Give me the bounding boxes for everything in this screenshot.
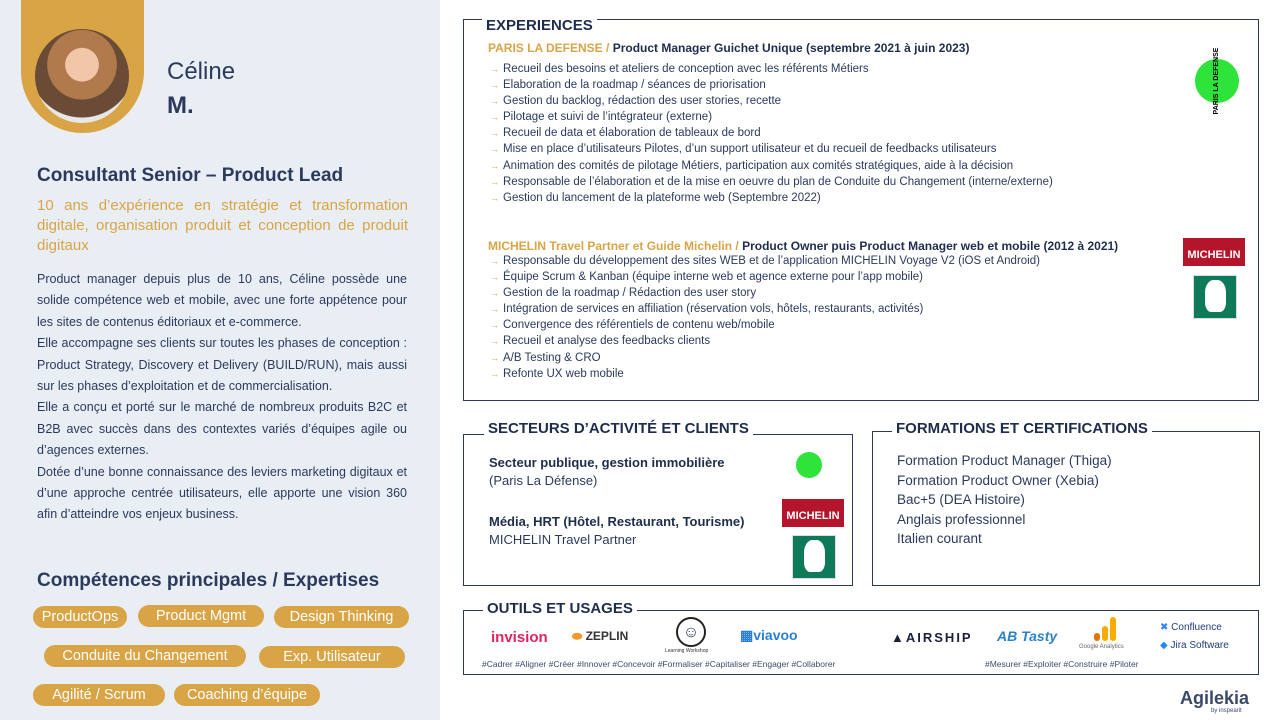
- formation-item: Italien courant: [897, 531, 982, 546]
- airship-logo: ▲AIRSHIP: [891, 630, 973, 645]
- bio-paragraph: Elle a conçu et porté sur le marché de nombreux produits B2C et B2B avec succès dans des contextes variés d’équipes agile ou d’agences externes.: [37, 400, 407, 458]
- sector-client: (Paris La Défense): [489, 473, 598, 488]
- tools-title: OUTILS ET USAGES: [483, 600, 637, 617]
- agilekia-sub: by inspearit: [1211, 708, 1242, 714]
- skill-pill: Design Thinking: [274, 606, 409, 628]
- formation-item: Anglais professionnel: [897, 512, 1026, 527]
- experiences-title: EXPERIENCES: [482, 17, 597, 34]
- role-title: Consultant Senior – Product Lead: [37, 165, 344, 186]
- skill-pill: Exp. Utilisateur: [259, 646, 405, 668]
- bio: [37, 269, 407, 526]
- bibendum-icon: [792, 535, 836, 579]
- job-position: Product Owner puis Product Manager web et mobile (2012 à 2021): [742, 239, 1119, 253]
- list-item: → Elaboration de la roadmap / séances de priorisation: [490, 77, 1053, 93]
- list-item: → A/B Testing & CRO: [490, 350, 1040, 366]
- paris-la-defense-logo: [796, 452, 822, 478]
- job-heading: [488, 239, 1118, 253]
- sector-client: MICHELIN Travel Partner: [489, 532, 637, 547]
- tagline: 10 ans d’expérience en stratégie et transformation digitale, organisation produit et conception de produit digitaux: [37, 197, 408, 254]
- profile-panel: [0, 0, 440, 720]
- list-item: → Convergence des référentiels de contenu web/mobile: [490, 317, 1040, 333]
- jira-logo: ◆ Jira Software: [1160, 640, 1229, 651]
- job-org: MICHELIN Travel Partner et Guide Michelin /: [488, 239, 739, 253]
- list-item: → Intégration de services en affiliation (réservation vols, hôtels, restaurants, activités): [490, 301, 1040, 317]
- bio-paragraph: Elle accompagne ses clients sur toutes les phases de conception : Product Strategy, Discovery et Delivery (BUILD/RUN), mais aussi sur les phases d’exploitation et de commercialisation.: [37, 336, 407, 394]
- michelin-logo: MICHELIN: [782, 499, 844, 527]
- skill-pill: Product Mgmt: [138, 605, 264, 627]
- avatar: [35, 29, 129, 123]
- bibendum-icon: [1193, 275, 1237, 319]
- job-bullets: [490, 253, 1040, 382]
- google-analytics-label: Google Analytics: [1079, 644, 1124, 650]
- list-item: → Refonte UX web mobile: [490, 366, 1040, 382]
- job-bullets: [490, 61, 1053, 206]
- formation-item: Bac+5 (DEA Histoire): [897, 492, 1025, 507]
- list-item: → Équipe Scrum & Kanban (équipe interne web et agence externe pour l’app mobile): [490, 269, 1040, 285]
- bio-paragraph: Dotée d’une bonne connaissance des leviers marketing digitaux et d’une approche centrée utilisateurs, elle apporte une vision 360 afin d’atteindre vos enjeux business.: [37, 464, 407, 522]
- first-name: Céline: [167, 58, 236, 85]
- list-item: → Recueil des besoins et ateliers de conception avec les référents Métiers: [490, 61, 1053, 77]
- list-item: → Recueil et analyse des feedbacks clients: [490, 333, 1040, 349]
- confluence-logo: ✖ Confluence: [1160, 622, 1222, 633]
- viavoo-logo: ▦viavoo: [740, 627, 798, 643]
- list-item: → Recueil de data et élaboration de tableaux de bord: [490, 125, 1053, 141]
- list-item: → Responsable du développement des sites WEB et de l’application MICHELIN Voyage V2 (iOS et Android): [490, 253, 1040, 269]
- formation-item: Formation Product Manager (Thiga): [897, 453, 1112, 468]
- skill-pill: Agilité / Scrum: [33, 684, 165, 706]
- skills-title: Compétences principales / Expertises: [37, 570, 380, 591]
- sectors-title: SECTEURS D’ACTIVITÉ ET CLIENTS: [484, 420, 753, 437]
- google-analytics-icon: [1094, 617, 1116, 641]
- job-org: PARIS LA DEFENSE /: [488, 41, 610, 55]
- list-item: → Pilotage et suivi de l’intégrateur (externe): [490, 109, 1053, 125]
- sector-name: Secteur publique, gestion immobilière: [489, 455, 725, 470]
- bio-paragraph: Product manager depuis plus de 10 ans, Céline possède une solide compétence web et mobile, avec une forte appétence pour les sites de contenus éditoriaux et e-commerce.: [37, 272, 407, 329]
- job-position: Product Manager Guichet Unique (septembre 2021 à juin 2023): [612, 41, 970, 55]
- list-item: → Gestion de la roadmap / Rédaction des user story: [490, 285, 1040, 301]
- smiley-icon: ☺: [676, 617, 706, 647]
- skill-pill: Conduite du Changement: [44, 645, 246, 667]
- list-item: → Gestion du backlog, rédaction des user stories, recette: [490, 93, 1053, 109]
- abtasty-logo: AB Tasty: [997, 628, 1058, 644]
- agilekia-logo: Agilekia: [1180, 688, 1250, 708]
- skill-pill: Coaching d’équipe: [174, 684, 320, 706]
- zeplin-logo: ⬬ ZEPLIN: [572, 629, 629, 643]
- hashtags-left: #Cadrer #Aligner #Créer #Innover #Concevoir #Formaliser #Capitaliser #Engager #Collaborer: [482, 659, 836, 669]
- michelin-logo: MICHELIN: [1183, 238, 1245, 266]
- formation-item: Formation Product Owner (Xebia): [897, 473, 1099, 488]
- job-heading: [488, 41, 969, 55]
- invision-logo: invision: [491, 629, 548, 646]
- formations-title: FORMATIONS ET CERTIFICATIONS: [892, 420, 1152, 437]
- list-item: → Responsable de l’élaboration et de la mise en oeuvre du plan de Conduite du Changement (interne/externe): [490, 174, 1053, 190]
- sector-name: Média, HRT (Hôtel, Restaurant, Tourisme): [489, 514, 745, 529]
- list-item: → Animation des comités de pilotage Métiers, participation aux comités stratégiques, aide à la décision: [490, 158, 1053, 174]
- hashtags-right: #Mesurer #Exploiter #Construire #Piloter: [985, 659, 1139, 669]
- learning-workshop-logo: Learning Workshop: [665, 648, 709, 654]
- last-name: M.: [167, 92, 194, 119]
- skill-pill: ProductOps: [33, 606, 127, 628]
- list-item: → Mise en place d’utilisateurs Pilotes, d’un support utilisateur et du recueil de feedbacks utilisateurs: [490, 141, 1053, 157]
- list-item: → Gestion du lancement de la plateforme web (Septembre 2022): [490, 190, 1053, 206]
- paris-la-defense-logo: PARIS LA DEFENSE: [1195, 59, 1239, 103]
